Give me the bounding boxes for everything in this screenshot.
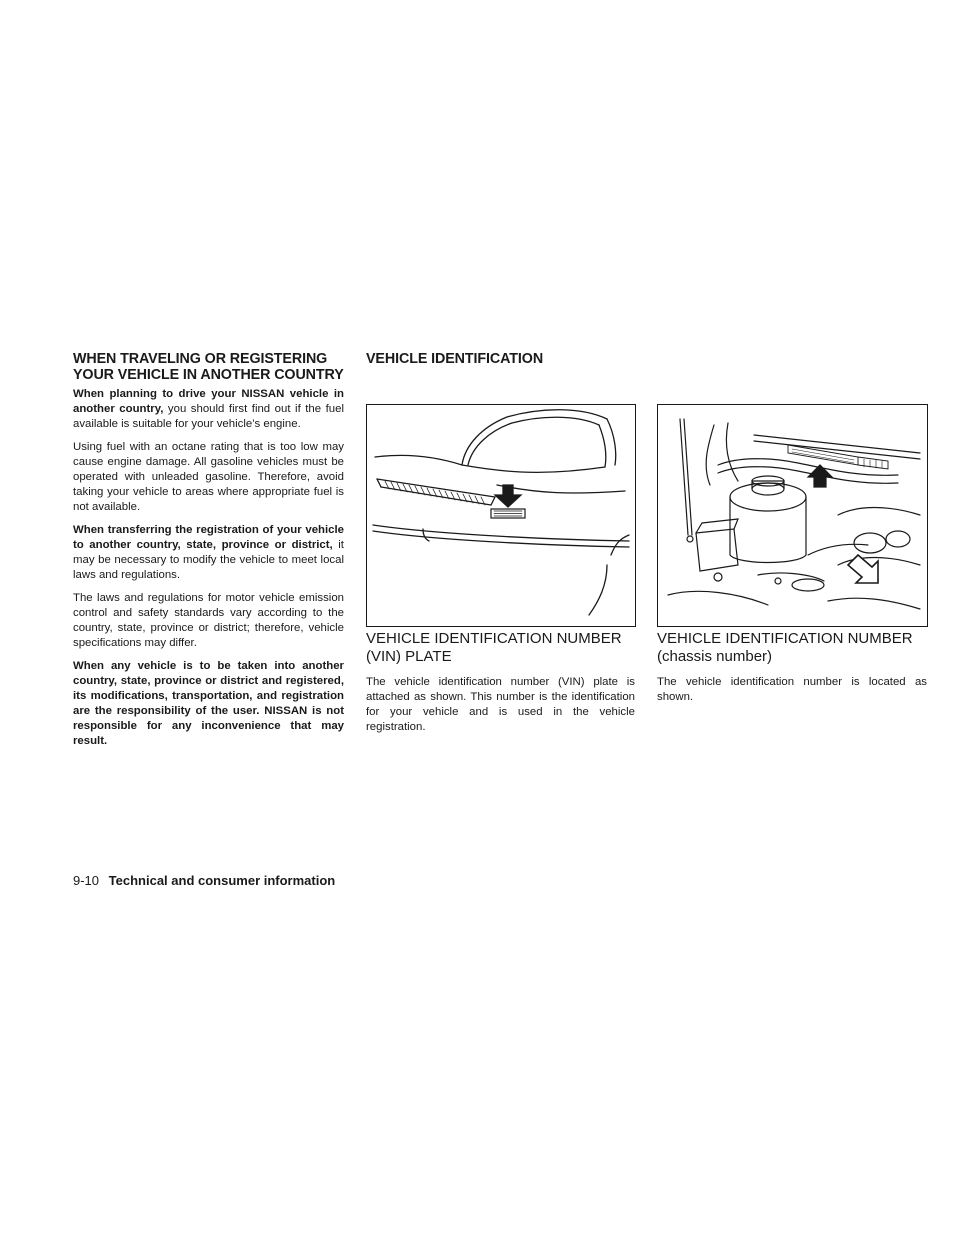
chassis-number-title xyxy=(657,630,927,666)
vin-plate-section xyxy=(366,630,635,743)
vin-plate-title xyxy=(366,630,635,666)
paragraph-octane: Using fuel with an octane rating that is too low may cause engine damage. All gasoline vehicles must be operated with unleaded gasoline. Therefore, avoid taking your vehicle to areas where appropriate fuel is not available. xyxy=(73,441,344,513)
chassis-number-title-line1: VEHICLE IDENTIFICATION NUMBER xyxy=(657,630,913,647)
paragraph-planning-bold: When planning to drive your NISSAN vehicle in another country, xyxy=(73,388,344,415)
page-footer xyxy=(73,873,335,889)
vin-plate-title-line1: VEHICLE IDENTIFICATION NUMBER xyxy=(366,630,622,647)
vin-plate-body: The vehicle identification number (VIN) plate is attached as shown. This number is the identification for your vehicle and is used in the vehicle registration. xyxy=(366,676,635,733)
paragraph-responsibility-bold: When any vehicle is to be taken into another country, state, province or district and registered, its modifications, transportation, and registration are the responsibility of the user. NISSAN is not responsible for any inconvenience that may result. xyxy=(73,660,344,747)
chassis-number-body: The vehicle identification number is located as shown. xyxy=(657,676,927,703)
paragraph-responsibility xyxy=(73,659,344,749)
paragraph-planning xyxy=(73,387,344,432)
chassis-number-title-line2: (chassis number) xyxy=(657,648,773,665)
middle-column xyxy=(366,351,635,367)
paragraph-transfer-bold: When transferring the registration of your vehicle to another country, state, province or district, xyxy=(73,524,344,551)
left-column xyxy=(73,351,344,757)
chassis-number-illustration xyxy=(657,404,928,627)
page-number: 9-10 xyxy=(73,873,100,888)
paragraph-transfer xyxy=(73,523,344,583)
paragraph-transfer-rest: it may be necessary to modify the vehicle to meet local laws and regulations. xyxy=(73,539,344,581)
section-heading-vehicle-identification: VEHICLE IDENTIFICATION xyxy=(366,351,544,367)
chassis-number-section xyxy=(657,630,927,713)
footer-section-title: Technical and consumer information xyxy=(108,873,336,888)
section-heading-traveling: WHEN TRAVELING OR REGISTERING YOUR VEHICLE IN ANOTHER COUNTRY xyxy=(73,351,344,383)
paragraph-laws: The laws and regulations for motor vehicle emission control and safety standards vary according to the country, state, province or district; therefore, vehicle specifications may differ. xyxy=(73,592,344,649)
paragraph-planning-rest: you should first find out if the fuel available is suitable for your vehicle’s engine. xyxy=(73,403,344,430)
vin-plate-illustration xyxy=(366,404,636,627)
vin-plate-title-line2: (VIN) PLATE xyxy=(366,648,452,665)
